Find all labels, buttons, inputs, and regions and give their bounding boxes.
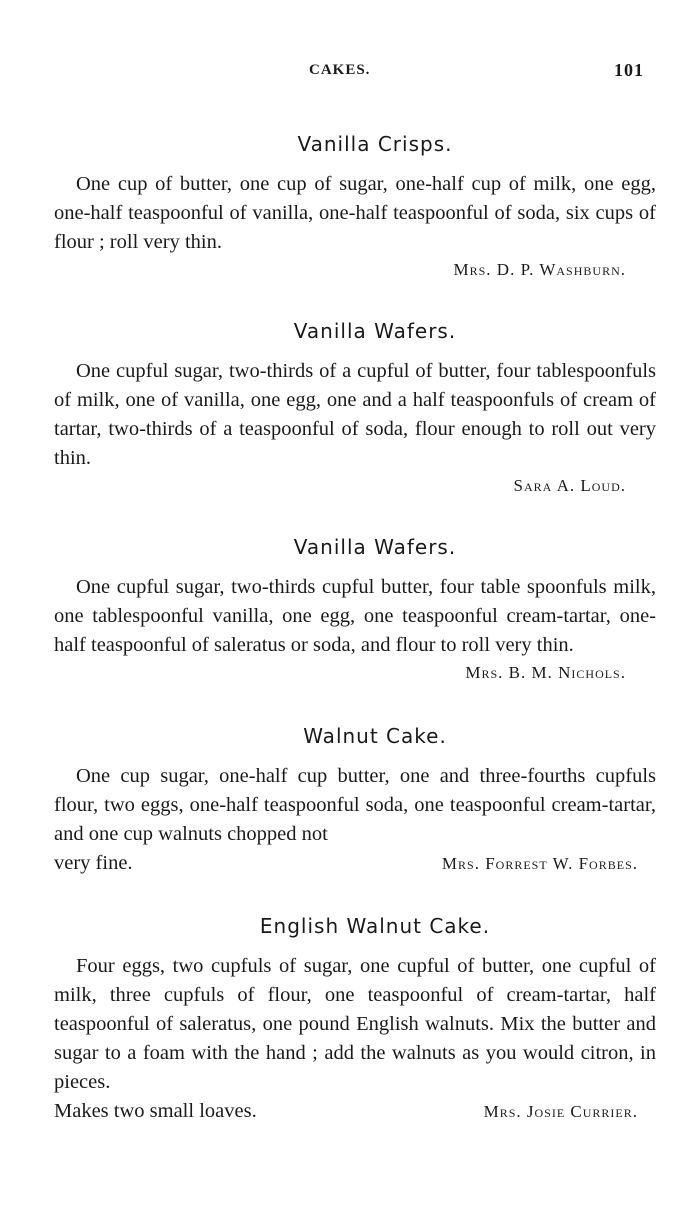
recipe-body: One cup of butter, one cup of sugar, one-half cup of milk, one egg, one-half teaspoonful of vanilla, one-half teaspoonful of soda, six cups of flour ; roll very thin. [54,173,656,253]
recipe-walnut-cake [54,724,656,878]
recipe-body: One cup sugar, one-half cup butter, one and three-fourths cupfuls flour, two eggs, one-half teaspoonful soda, one teaspoonful cream-tartar, and one cup walnuts chopped not [54,765,656,845]
recipe-title: Vanilla Crisps. [297,132,453,156]
recipe-contributor: Mrs. Josie Currier. [483,1102,638,1121]
running-head [54,62,656,102]
recipe-body-end: very fine. [54,852,133,874]
book-page [54,0,656,1126]
page-number: 101 [614,60,644,80]
recipe-vanilla-wafers-1 [54,319,656,499]
recipe-title: Vanilla Wafers. [293,319,457,343]
recipe-contributor: Mrs. Forrest W. Forbes. [441,854,638,873]
recipe-body: Four eggs, two cupfuls of sugar, one cupful of butter, one cupful of milk, three cupfuls of flour, one teaspoonful of cream-tartar, half teaspoonful of saleratus, one pound English walnuts. Mix the butter and sugar to a foam with the hand ; add the walnuts as you would citron, in pieces. [54,955,656,1093]
recipe-vanilla-crisps [54,132,656,283]
recipe-last-line [54,849,656,878]
recipe-contributor: Mrs. B. M. Nichols. [465,663,626,682]
recipe-body: One cupful sugar, two-thirds of a cupful of butter, four tablespoonfuls of milk, one of vanilla, one egg, one and a half teaspoonfuls of cream of tartar, two-thirds of a teaspoonful of soda, flour enough to roll out very thin. [54,360,656,469]
recipe-body: One cupful sugar, two-thirds cupful butter, four table spoonfuls milk, one tablespoonful vanilla, one egg, one teaspoonful cream-tartar, one-half teaspoonful of saleratus or soda, and flour to roll very thin. [54,576,656,656]
recipe-title: Vanilla Wafers. [293,535,457,559]
recipe-vanilla-wafers-2 [54,535,656,686]
recipe-title: English Walnut Cake. [259,914,491,938]
running-title: CAKES. [309,62,371,78]
recipe-body-end: Makes two small loaves. [54,1100,257,1122]
recipe-contributor: Sara A. Loud. [513,476,626,495]
recipe-contributor: Mrs. D. P. Washburn. [453,260,626,279]
recipe-title: Walnut Cake. [303,724,447,748]
recipe-english-walnut-cake [54,914,656,1126]
recipe-last-line [54,1097,656,1126]
